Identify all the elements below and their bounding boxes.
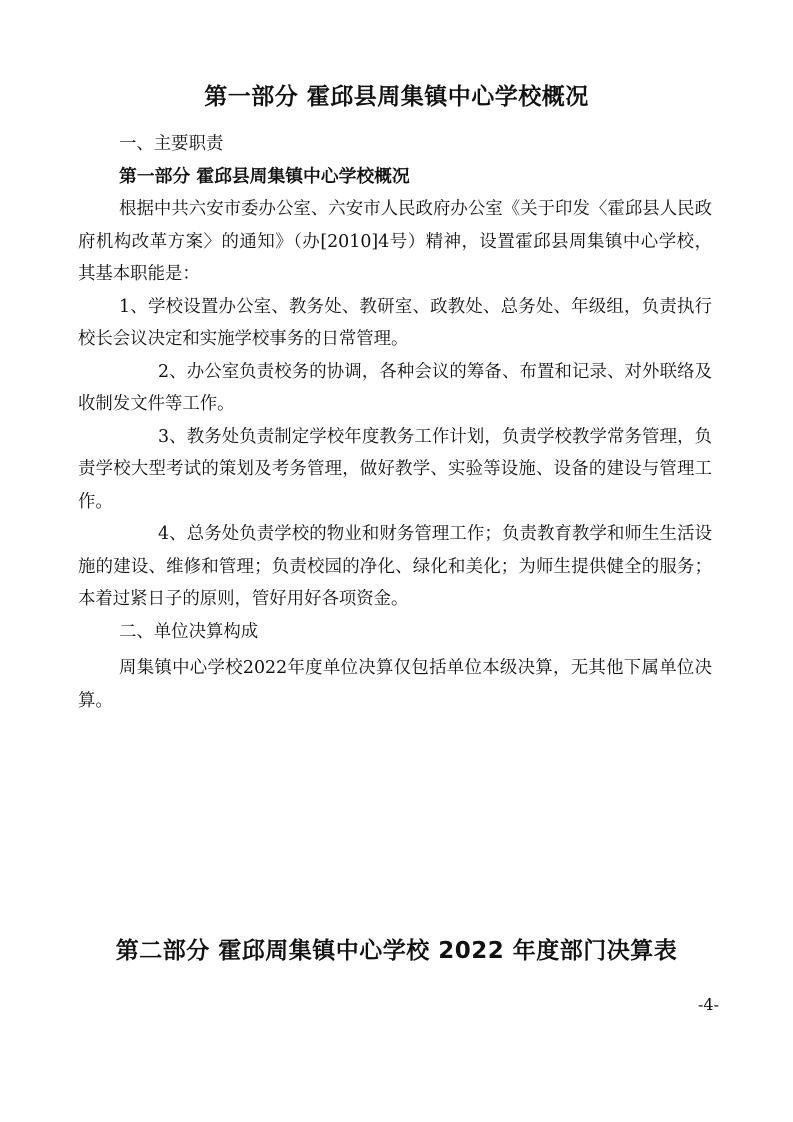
paragraph-item-2: 2、办公室负责校务的协调，各种会议的筹备、布置和记录、对外联络及收制发文件等工作。	[78, 361, 712, 414]
section-heading-main-duties: 一、主要职责	[119, 134, 224, 154]
section-heading-composition: 二、单位决算构成	[119, 621, 259, 642]
paragraph-item-4: 4、总务处负责学校的物业和财务管理工作；负责教育教学和师生生活设施的建设、维修和管理；负责校园的净化、绿化和美化；为师生提供健全的服务；本着过紧日子的原则，管好用好各项资金。	[78, 524, 712, 609]
paragraph-composition: 周集镇中心学校2022年度单位决算仅包括单位本级决算，无其他下属单位决算。	[78, 658, 712, 711]
document-body	[78, 128, 712, 717]
page-number: -4-	[698, 995, 719, 1014]
paragraph-item-1: 1、学校设置办公室、教务处、教研室、政教处、总务处、年级组，负责执行校长会议决定和实施学校事务的日常管理。	[78, 296, 712, 349]
paragraph-basis: 根据中共六安市委办公室、六安市人民政府办公室《关于印发〈霍邱县人民政府机构改革方案〉的通知》（办[2010]4号）精神，设置霍邱县周集镇中心学校，其基本职能是：	[78, 199, 712, 284]
section-title-part-two: 第二部分 霍邱周集镇中心学校 2022 年度部门决算表	[115, 938, 678, 964]
page-title: 第一部分 霍邱县周集镇中心学校概况	[204, 84, 589, 110]
subtitle-bold: 第一部分 霍邱县周集镇中心学校概况	[119, 165, 410, 187]
paragraph-item-3: 3、教务处负责制定学校年度教务工作计划，负责学校教学常务管理，负责学校大型考试的策划及考务管理，做好教学、实验等设施、设备的建设与管理工作。	[78, 426, 712, 512]
